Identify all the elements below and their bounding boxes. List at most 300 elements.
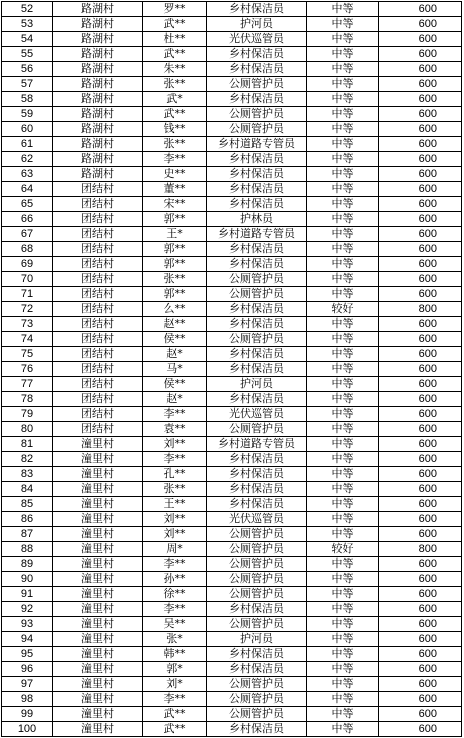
rating-cell[interactable]: 中等: [307, 512, 379, 527]
village-cell[interactable]: 路湖村: [53, 92, 143, 107]
amount-cell[interactable]: 600: [379, 77, 462, 92]
row-number-cell[interactable]: 88: [2, 542, 53, 557]
post-cell[interactable]: 乡村保洁员: [207, 467, 307, 482]
row-number-cell[interactable]: 60: [2, 122, 53, 137]
post-cell[interactable]: 乡村保洁员: [207, 602, 307, 617]
row-number-cell[interactable]: 76: [2, 362, 53, 377]
village-cell[interactable]: 路湖村: [53, 2, 143, 17]
amount-cell[interactable]: 600: [379, 692, 462, 707]
amount-cell[interactable]: 600: [379, 182, 462, 197]
person-name-cell[interactable]: 李**: [143, 152, 207, 167]
person-name-cell[interactable]: 李**: [143, 452, 207, 467]
rating-cell[interactable]: 中等: [307, 647, 379, 662]
rating-cell[interactable]: 中等: [307, 212, 379, 227]
post-cell[interactable]: 公厕管护员: [207, 122, 307, 137]
person-name-cell[interactable]: 韩**: [143, 647, 207, 662]
post-cell[interactable]: 乡村保洁员: [207, 152, 307, 167]
amount-cell[interactable]: 600: [379, 647, 462, 662]
village-cell[interactable]: 潼里村: [53, 557, 143, 572]
village-cell[interactable]: 潼里村: [53, 677, 143, 692]
village-cell[interactable]: 潼里村: [53, 497, 143, 512]
amount-cell[interactable]: 600: [379, 587, 462, 602]
rating-cell[interactable]: 中等: [307, 662, 379, 677]
amount-cell[interactable]: 600: [379, 287, 462, 302]
row-number-cell[interactable]: 69: [2, 257, 53, 272]
post-cell[interactable]: 乡村保洁员: [207, 722, 307, 737]
row-number-cell[interactable]: 92: [2, 602, 53, 617]
table-row: [2, 182, 462, 197]
post-cell[interactable]: 乡村保洁员: [207, 392, 307, 407]
village-cell[interactable]: 团结村: [53, 392, 143, 407]
post-cell[interactable]: 公厕管护员: [207, 272, 307, 287]
person-name-cell[interactable]: 袁**: [143, 422, 207, 437]
table-row: [2, 332, 462, 347]
village-cell[interactable]: 团结村: [53, 422, 143, 437]
row-number-cell[interactable]: 100: [2, 722, 53, 737]
post-cell[interactable]: 乡村保洁员: [207, 452, 307, 467]
post-cell[interactable]: 公厕管护员: [207, 587, 307, 602]
rating-cell[interactable]: 中等: [307, 167, 379, 182]
row-number-cell[interactable]: 73: [2, 317, 53, 332]
rating-cell[interactable]: 中等: [307, 572, 379, 587]
amount-cell[interactable]: 600: [379, 107, 462, 122]
amount-cell[interactable]: 600: [379, 497, 462, 512]
post-cell[interactable]: 乡村道路专管员: [207, 227, 307, 242]
row-number-cell[interactable]: 96: [2, 662, 53, 677]
village-cell[interactable]: 路湖村: [53, 32, 143, 47]
row-number-cell[interactable]: 58: [2, 92, 53, 107]
amount-cell[interactable]: 600: [379, 47, 462, 62]
village-cell[interactable]: 团结村: [53, 227, 143, 242]
village-cell[interactable]: 潼里村: [53, 482, 143, 497]
amount-cell[interactable]: 600: [379, 227, 462, 242]
person-name-cell[interactable]: 刘**: [143, 512, 207, 527]
person-name-cell[interactable]: 刘**: [143, 527, 207, 542]
village-cell[interactable]: 路湖村: [53, 122, 143, 137]
rating-cell[interactable]: 中等: [307, 437, 379, 452]
village-cell[interactable]: 潼里村: [53, 437, 143, 452]
person-name-cell[interactable]: 张*: [143, 632, 207, 647]
row-number-cell[interactable]: 72: [2, 302, 53, 317]
row-number-cell[interactable]: 78: [2, 392, 53, 407]
village-cell[interactable]: 路湖村: [53, 77, 143, 92]
post-cell[interactable]: 乡村保洁员: [207, 302, 307, 317]
person-name-cell[interactable]: 么**: [143, 302, 207, 317]
amount-cell[interactable]: 600: [379, 152, 462, 167]
amount-cell[interactable]: 600: [379, 512, 462, 527]
row-number-cell[interactable]: 52: [2, 2, 53, 17]
village-cell[interactable]: 潼里村: [53, 692, 143, 707]
row-number-cell[interactable]: 67: [2, 227, 53, 242]
rating-cell[interactable]: 中等: [307, 2, 379, 17]
rating-cell[interactable]: 中等: [307, 452, 379, 467]
village-cell[interactable]: 潼里村: [53, 602, 143, 617]
row-number-cell[interactable]: 94: [2, 632, 53, 647]
village-cell[interactable]: 潼里村: [53, 467, 143, 482]
village-cell[interactable]: 团结村: [53, 182, 143, 197]
person-name-cell[interactable]: 杜**: [143, 32, 207, 47]
village-cell[interactable]: 团结村: [53, 377, 143, 392]
village-cell[interactable]: 潼里村: [53, 527, 143, 542]
person-name-cell[interactable]: 侯**: [143, 377, 207, 392]
table-row: [2, 227, 462, 242]
post-cell[interactable]: 公厕管护员: [207, 572, 307, 587]
amount-cell[interactable]: 600: [379, 17, 462, 32]
row-number-cell[interactable]: 56: [2, 62, 53, 77]
person-name-cell[interactable]: 武*: [143, 92, 207, 107]
table-row: [2, 2, 462, 17]
person-name-cell[interactable]: 徐**: [143, 587, 207, 602]
post-cell[interactable]: 公厕管护员: [207, 692, 307, 707]
row-number-cell[interactable]: 62: [2, 152, 53, 167]
row-number-cell[interactable]: 68: [2, 242, 53, 257]
village-cell[interactable]: 团结村: [53, 317, 143, 332]
person-name-cell[interactable]: 孙**: [143, 572, 207, 587]
rating-cell[interactable]: 中等: [307, 332, 379, 347]
rating-cell[interactable]: 中等: [307, 677, 379, 692]
amount-cell[interactable]: 600: [379, 347, 462, 362]
rating-cell[interactable]: 中等: [307, 122, 379, 137]
rating-cell[interactable]: 中等: [307, 152, 379, 167]
amount-cell[interactable]: 600: [379, 662, 462, 677]
table-row: [2, 527, 462, 542]
village-cell[interactable]: 路湖村: [53, 137, 143, 152]
row-number-cell[interactable]: 90: [2, 572, 53, 587]
row-number-cell[interactable]: 95: [2, 647, 53, 662]
post-cell[interactable]: 乡村道路专管员: [207, 437, 307, 452]
rating-cell[interactable]: 中等: [307, 707, 379, 722]
village-cell[interactable]: 路湖村: [53, 47, 143, 62]
rating-cell[interactable]: 中等: [307, 692, 379, 707]
rating-cell[interactable]: 中等: [307, 317, 379, 332]
post-cell[interactable]: 乡村保洁员: [207, 167, 307, 182]
person-name-cell[interactable]: 郭*: [143, 662, 207, 677]
row-number-cell[interactable]: 75: [2, 347, 53, 362]
rating-cell[interactable]: 中等: [307, 137, 379, 152]
person-name-cell[interactable]: 赵**: [143, 317, 207, 332]
rating-cell[interactable]: 中等: [307, 557, 379, 572]
rating-cell[interactable]: 中等: [307, 467, 379, 482]
amount-cell[interactable]: 600: [379, 407, 462, 422]
person-name-cell[interactable]: 王*: [143, 227, 207, 242]
rating-cell[interactable]: 中等: [307, 602, 379, 617]
post-cell[interactable]: 光伏巡管员: [207, 32, 307, 47]
row-number-cell[interactable]: 80: [2, 422, 53, 437]
post-cell[interactable]: 光伏巡管员: [207, 407, 307, 422]
post-cell[interactable]: 公厕管护员: [207, 677, 307, 692]
row-number-cell[interactable]: 54: [2, 32, 53, 47]
row-number-cell[interactable]: 85: [2, 497, 53, 512]
rating-cell[interactable]: 较好: [307, 302, 379, 317]
post-cell[interactable]: 乡村保洁员: [207, 362, 307, 377]
row-number-cell[interactable]: 74: [2, 332, 53, 347]
person-name-cell[interactable]: 武**: [143, 17, 207, 32]
village-cell[interactable]: 潼里村: [53, 722, 143, 737]
person-name-cell[interactable]: 李**: [143, 602, 207, 617]
rating-cell[interactable]: 中等: [307, 617, 379, 632]
post-cell[interactable]: 公厕管护员: [207, 287, 307, 302]
post-cell[interactable]: 乡村保洁员: [207, 257, 307, 272]
post-cell[interactable]: 公厕管护员: [207, 617, 307, 632]
post-cell[interactable]: 乡村保洁员: [207, 62, 307, 77]
amount-cell[interactable]: 600: [379, 422, 462, 437]
village-cell[interactable]: 团结村: [53, 242, 143, 257]
village-cell[interactable]: 团结村: [53, 332, 143, 347]
person-name-cell[interactable]: 朱**: [143, 62, 207, 77]
village-cell[interactable]: 潼里村: [53, 632, 143, 647]
village-cell[interactable]: 潼里村: [53, 647, 143, 662]
post-cell[interactable]: 乡村保洁员: [207, 47, 307, 62]
rating-cell[interactable]: 中等: [307, 77, 379, 92]
person-name-cell[interactable]: 武**: [143, 47, 207, 62]
village-cell[interactable]: 团结村: [53, 347, 143, 362]
post-cell[interactable]: 乡村保洁员: [207, 497, 307, 512]
person-name-cell[interactable]: 武**: [143, 707, 207, 722]
amount-cell[interactable]: 600: [379, 122, 462, 137]
row-number-cell[interactable]: 91: [2, 587, 53, 602]
amount-cell[interactable]: 800: [379, 302, 462, 317]
post-cell[interactable]: 乡村保洁员: [207, 482, 307, 497]
person-name-cell[interactable]: 刘**: [143, 437, 207, 452]
rating-cell[interactable]: 中等: [307, 257, 379, 272]
row-number-cell[interactable]: 55: [2, 47, 53, 62]
post-cell[interactable]: 公厕管护员: [207, 542, 307, 557]
amount-cell[interactable]: 600: [379, 62, 462, 77]
person-name-cell[interactable]: 王**: [143, 497, 207, 512]
person-name-cell[interactable]: 郭**: [143, 257, 207, 272]
row-number-cell[interactable]: 66: [2, 212, 53, 227]
amount-cell[interactable]: 600: [379, 707, 462, 722]
amount-cell[interactable]: 600: [379, 722, 462, 737]
person-name-cell[interactable]: 武**: [143, 107, 207, 122]
row-number-cell[interactable]: 65: [2, 197, 53, 212]
rating-cell[interactable]: 中等: [307, 182, 379, 197]
rating-cell[interactable]: 中等: [307, 92, 379, 107]
rating-cell[interactable]: 中等: [307, 422, 379, 437]
post-cell[interactable]: 公厕管护员: [207, 557, 307, 572]
village-cell[interactable]: 潼里村: [53, 512, 143, 527]
amount-cell[interactable]: 600: [379, 242, 462, 257]
row-number-cell[interactable]: 64: [2, 182, 53, 197]
post-cell[interactable]: 乡村保洁员: [207, 647, 307, 662]
post-cell[interactable]: 乡村保洁员: [207, 662, 307, 677]
amount-cell[interactable]: 600: [379, 257, 462, 272]
village-cell[interactable]: 团结村: [53, 257, 143, 272]
rating-cell[interactable]: 中等: [307, 272, 379, 287]
amount-cell[interactable]: 600: [379, 602, 462, 617]
person-name-cell[interactable]: 张**: [143, 272, 207, 287]
village-cell[interactable]: 路湖村: [53, 167, 143, 182]
amount-cell[interactable]: 600: [379, 482, 462, 497]
amount-cell[interactable]: 600: [379, 92, 462, 107]
amount-cell[interactable]: 600: [379, 677, 462, 692]
village-cell[interactable]: 潼里村: [53, 452, 143, 467]
rating-cell[interactable]: 中等: [307, 362, 379, 377]
post-cell[interactable]: 乡村保洁员: [207, 197, 307, 212]
post-cell[interactable]: 护河员: [207, 377, 307, 392]
amount-cell[interactable]: 600: [379, 197, 462, 212]
person-name-cell[interactable]: 马*: [143, 362, 207, 377]
village-cell[interactable]: 团结村: [53, 362, 143, 377]
person-name-cell[interactable]: 吴**: [143, 617, 207, 632]
row-number-cell[interactable]: 79: [2, 407, 53, 422]
person-name-cell[interactable]: 郭**: [143, 242, 207, 257]
post-cell[interactable]: 光伏巡管员: [207, 512, 307, 527]
rating-cell[interactable]: 中等: [307, 227, 379, 242]
row-number-cell[interactable]: 77: [2, 377, 53, 392]
village-cell[interactable]: 路湖村: [53, 107, 143, 122]
post-cell[interactable]: 护河员: [207, 632, 307, 647]
person-name-cell[interactable]: 史**: [143, 167, 207, 182]
rating-cell[interactable]: 中等: [307, 47, 379, 62]
amount-cell[interactable]: 600: [379, 272, 462, 287]
amount-cell[interactable]: 600: [379, 452, 462, 467]
village-cell[interactable]: 潼里村: [53, 707, 143, 722]
post-cell[interactable]: 乡村保洁员: [207, 182, 307, 197]
person-name-cell[interactable]: 张**: [143, 482, 207, 497]
rating-cell[interactable]: 中等: [307, 722, 379, 737]
amount-cell[interactable]: 600: [379, 437, 462, 452]
person-name-cell[interactable]: 钱**: [143, 122, 207, 137]
post-cell[interactable]: 护河员: [207, 17, 307, 32]
row-number-cell[interactable]: 70: [2, 272, 53, 287]
row-number-cell[interactable]: 93: [2, 617, 53, 632]
row-number-cell[interactable]: 87: [2, 527, 53, 542]
village-cell[interactable]: 路湖村: [53, 152, 143, 167]
amount-cell[interactable]: 800: [379, 542, 462, 557]
post-cell[interactable]: 公厕管护员: [207, 77, 307, 92]
rating-cell[interactable]: 中等: [307, 242, 379, 257]
village-cell[interactable]: 潼里村: [53, 617, 143, 632]
village-cell[interactable]: 路湖村: [53, 17, 143, 32]
amount-cell[interactable]: 600: [379, 557, 462, 572]
person-name-cell[interactable]: 李**: [143, 692, 207, 707]
rating-cell[interactable]: 较好: [307, 542, 379, 557]
village-cell[interactable]: 路湖村: [53, 62, 143, 77]
rating-cell[interactable]: 中等: [307, 377, 379, 392]
amount-cell[interactable]: 600: [379, 332, 462, 347]
amount-cell[interactable]: 600: [379, 632, 462, 647]
village-cell[interactable]: 潼里村: [53, 542, 143, 557]
rating-cell[interactable]: 中等: [307, 587, 379, 602]
post-cell[interactable]: 乡村保洁员: [207, 2, 307, 17]
row-number-cell[interactable]: 86: [2, 512, 53, 527]
village-cell[interactable]: 潼里村: [53, 587, 143, 602]
person-name-cell[interactable]: 赵*: [143, 392, 207, 407]
row-number-cell[interactable]: 61: [2, 137, 53, 152]
post-cell[interactable]: 公厕管护员: [207, 707, 307, 722]
rating-cell[interactable]: 中等: [307, 287, 379, 302]
amount-cell[interactable]: 600: [379, 167, 462, 182]
row-number-cell[interactable]: 84: [2, 482, 53, 497]
amount-cell[interactable]: 600: [379, 467, 462, 482]
amount-cell[interactable]: 600: [379, 617, 462, 632]
post-cell[interactable]: 公厕管护员: [207, 422, 307, 437]
row-number-cell[interactable]: 89: [2, 557, 53, 572]
row-number-cell[interactable]: 83: [2, 467, 53, 482]
person-name-cell[interactable]: 郭**: [143, 287, 207, 302]
post-cell[interactable]: 乡村保洁员: [207, 347, 307, 362]
rating-cell[interactable]: 中等: [307, 392, 379, 407]
amount-cell[interactable]: 600: [379, 212, 462, 227]
amount-cell[interactable]: 600: [379, 377, 462, 392]
amount-cell[interactable]: 600: [379, 2, 462, 17]
person-name-cell[interactable]: 孔**: [143, 467, 207, 482]
row-number-cell[interactable]: 59: [2, 107, 53, 122]
post-cell[interactable]: 公厕管护员: [207, 527, 307, 542]
person-name-cell[interactable]: 赵*: [143, 347, 207, 362]
rating-cell[interactable]: 中等: [307, 17, 379, 32]
post-cell[interactable]: 护林员: [207, 212, 307, 227]
rating-cell[interactable]: 中等: [307, 407, 379, 422]
rating-cell[interactable]: 中等: [307, 632, 379, 647]
village-cell[interactable]: 团结村: [53, 197, 143, 212]
village-cell[interactable]: 团结村: [53, 272, 143, 287]
rating-cell[interactable]: 中等: [307, 62, 379, 77]
rating-cell[interactable]: 中等: [307, 197, 379, 212]
person-name-cell[interactable]: 董**: [143, 182, 207, 197]
row-number-cell[interactable]: 82: [2, 452, 53, 467]
person-name-cell[interactable]: 刘*: [143, 677, 207, 692]
amount-cell[interactable]: 600: [379, 317, 462, 332]
village-cell[interactable]: 潼里村: [53, 662, 143, 677]
table-body: [2, 2, 462, 737]
post-cell[interactable]: 乡村道路专管员: [207, 137, 307, 152]
person-name-cell[interactable]: 宋**: [143, 197, 207, 212]
row-number-cell[interactable]: 63: [2, 167, 53, 182]
row-number-cell[interactable]: 99: [2, 707, 53, 722]
person-name-cell[interactable]: 李**: [143, 557, 207, 572]
row-number-cell[interactable]: 53: [2, 17, 53, 32]
person-name-cell[interactable]: 武**: [143, 722, 207, 737]
person-name-cell[interactable]: 张**: [143, 137, 207, 152]
village-cell[interactable]: 潼里村: [53, 572, 143, 587]
person-name-cell[interactable]: 周*: [143, 542, 207, 557]
rating-cell[interactable]: 中等: [307, 347, 379, 362]
person-name-cell[interactable]: 张**: [143, 77, 207, 92]
row-number-cell[interactable]: 97: [2, 677, 53, 692]
amount-cell[interactable]: 600: [379, 572, 462, 587]
post-cell[interactable]: 乡村保洁员: [207, 317, 307, 332]
amount-cell[interactable]: 600: [379, 527, 462, 542]
row-number-cell[interactable]: 71: [2, 287, 53, 302]
rating-cell[interactable]: 中等: [307, 497, 379, 512]
person-name-cell[interactable]: 李**: [143, 407, 207, 422]
row-number-cell[interactable]: 57: [2, 77, 53, 92]
village-cell[interactable]: 团结村: [53, 287, 143, 302]
person-name-cell[interactable]: 郭**: [143, 212, 207, 227]
person-name-cell[interactable]: 罗**: [143, 2, 207, 17]
amount-cell[interactable]: 600: [379, 392, 462, 407]
person-name-cell[interactable]: 侯**: [143, 332, 207, 347]
post-cell[interactable]: 公厕管护员: [207, 107, 307, 122]
amount-cell[interactable]: 600: [379, 362, 462, 377]
amount-cell[interactable]: 600: [379, 137, 462, 152]
post-cell[interactable]: 乡村保洁员: [207, 92, 307, 107]
village-cell[interactable]: 团结村: [53, 302, 143, 317]
rating-cell[interactable]: 中等: [307, 107, 379, 122]
row-number-cell[interactable]: 98: [2, 692, 53, 707]
amount-cell[interactable]: 600: [379, 32, 462, 47]
rating-cell[interactable]: 中等: [307, 32, 379, 47]
row-number-cell[interactable]: 81: [2, 437, 53, 452]
post-cell[interactable]: 公厕管护员: [207, 332, 307, 347]
village-cell[interactable]: 团结村: [53, 407, 143, 422]
village-cell[interactable]: 团结村: [53, 212, 143, 227]
rating-cell[interactable]: 中等: [307, 527, 379, 542]
rating-cell[interactable]: 中等: [307, 482, 379, 497]
post-cell[interactable]: 乡村保洁员: [207, 242, 307, 257]
